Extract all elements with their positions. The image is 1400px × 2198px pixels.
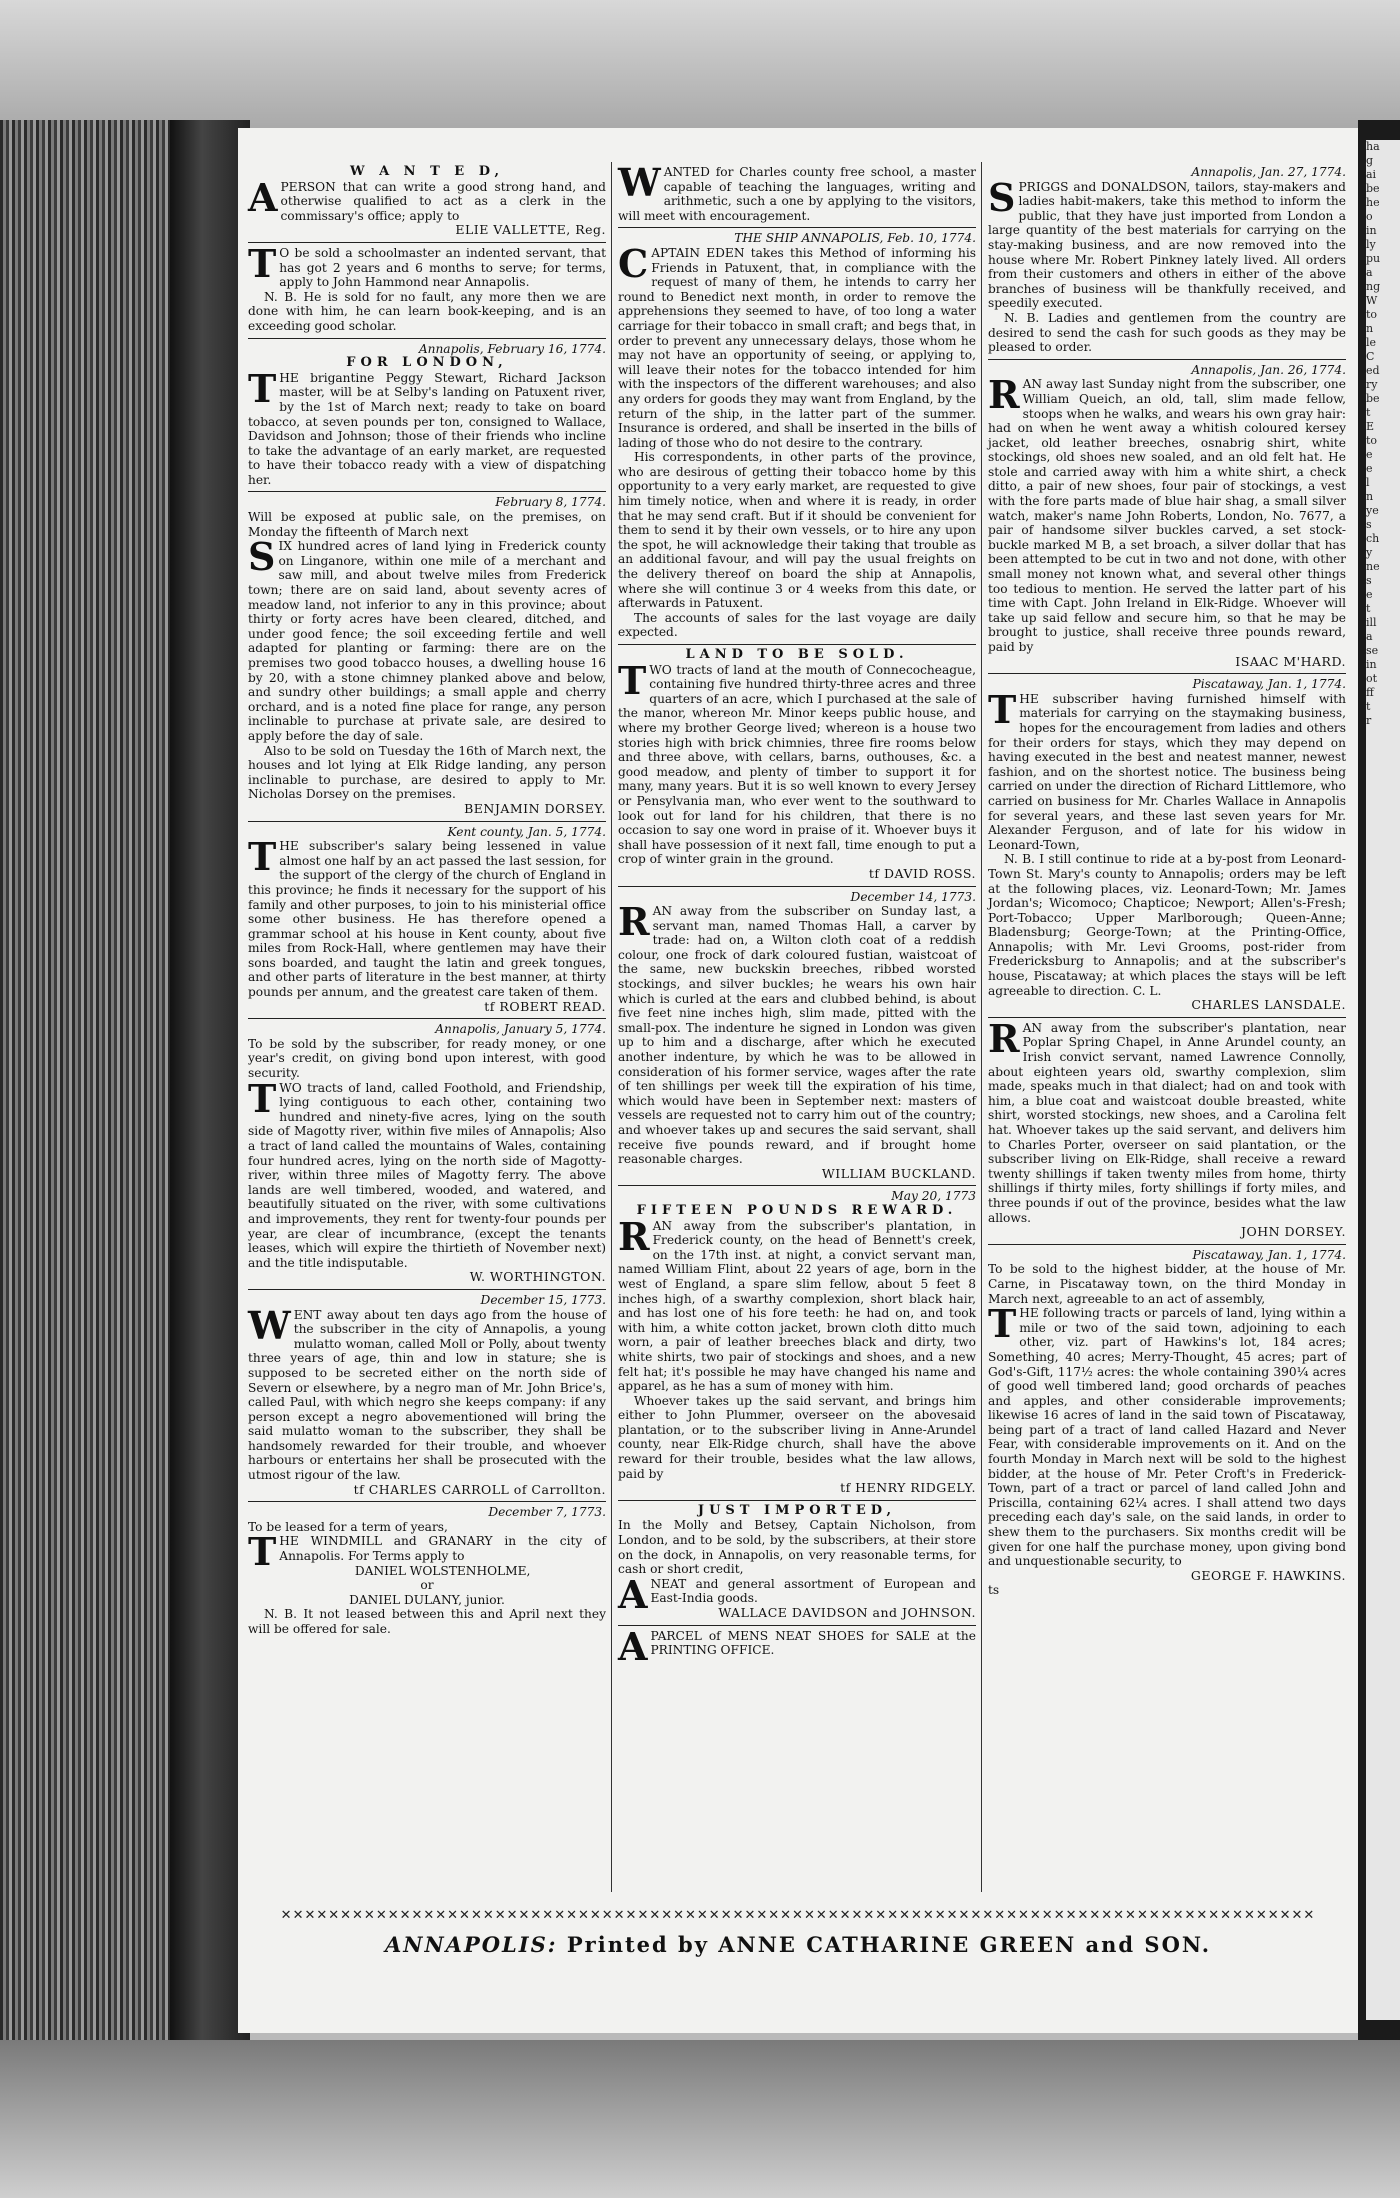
ad-body: TWO tracts of land, called Foothold, and Friendship, lying contiguous to each other, containing two hundred and ninety-five acres, lying on the south side of Magotty river, within five miles of Annapolis; Also a tract of land called the mountains of Wales, containing four hundred acres, lying on the north side of Magotty-river, within three miles of Magotty ferry. The above lands are well timbered, wooded, and watered, and beautifully situated on the river, with some cultivations and improvements, they rent for twenty-four pounds per year, are clear of incumbrance, (except the tenants leases, which will expire the thirtieth of November next) and the title indisputable. [248,1075,606,1270]
ad-dateline: THE SHIP ANNAPOLIS, Feb. 10, 1774. [734,231,976,246]
ad-tail: ts [988,1583,1000,1598]
ad-signature: WILLIAM BUCKLAND. [821,1165,976,1181]
ad-body: THE subscriber's salary being lessened in value almost one half by an act passed the last session, for the support of the clergy of the church of England in this province; he finds it necessary for the support of his family and other purposes, to join to his ministerial office some other business. He has therefore opened a grammar school at his house in Kent county, about five miles from Rock-Hall, where gentlemen may have their sons boarded, and taught the latin and greek tongues, and other parts of literature in the best manner, at thirty pounds per annum, and the greatest care taken of them. [248,834,606,1000]
ad-contact-name: DANIEL WOLSTENHOLME, [354,1563,531,1578]
fragment-line: to [1366,308,1378,321]
ad-signature: CHARLES LANSDALE. [1191,997,1346,1013]
fragment-line: to [1366,434,1378,447]
ad-body: SIX hundred acres of land lying in Frederick county on Linganore, within one mile of a merchant and saw mill, and about twelve miles from Frederick town; there are on said land, about seventy acres of meadow land, not inferior to any in this province; about thirty or forty acres have been cleared, ditched, and under good fence; the soil exceeding fertile and well adapted for planting or farming: there are on the premises two good tobacco houses, a dwelling house 16 by 20, with a stone chimney planked above and below, and sundry other buildings; a small apple and cherry orchard, and is a noted fine place for range, any person inclinable to purchase at private sale, are desired to apply before the day of sale. [248,534,606,743]
ad-signature: WALLACE DAVIDSON and JOHNSON. [718,1605,976,1620]
advertisement [618,228,976,645]
ad-signature: GEORGE F. HAWKINS. [1190,1567,1346,1583]
ad-signature: ELIE VALLETTE, Reg. [455,222,606,238]
ad-dateline: February 8, 1774. [495,495,606,510]
ad-body: RAN away from the subscriber on Sunday last, a servant man, named Thomas Hall, a carver by trade: had on, a Wilton cloth coat of a reddish colour, one frock of dark coloured fustian, waistcoat of the same, new buckskin breeches, ribbed worsted stockings, and silver buckles; he wears his own hair which is curled at the ears and clubbed behind, is about five feet nine inches high, slim made, pitted with the small-pox. The indenture he signed in London was given up to him and a discharge, after which he executed another indenture, by which he was to be allowed in consideration of his former service, wages after the rate of ten shillings per week till the expiration of his time, which would have been in September next: masters of vessels are requested not to carry him out of the country; and whoever takes up and secures the said servant, shall receive five pounds reward, and if brought home reasonable charges. [618,899,976,1167]
ad-signature: BENJAMIN DORSEY. [464,800,606,816]
fragment-line: se [1366,644,1379,657]
column-left [248,162,606,1641]
advertisement [988,162,1346,360]
ad-body: TWO tracts of land at the mouth of Connecocheague, containing five hundred thirty-three acres and three quarters of an acre, which I purchased at the sale of the manor, whereon Mr. Minor keeps public house, and where my brother George lived; whereon is a house two stories high with brick chimnies, three fire rooms below and three above, with cellars, barns, outhouses, &c. a good meadow, and plenty of timber to support it for many, many years. But it is so well known to every Jersey or Pensylvania man, who ever went to the southward to look out for land for his children, that there is no occasion to say one word in praise of it. Whoever buys it shall have possession of it next fall, time enough to put a crop of winter grain in the ground. [618,657,976,867]
ad-dateline: December 7, 1773. [488,1505,606,1520]
ad-contact-name: DANIEL DULANY, junior. [349,1592,505,1607]
ad-lead: To be sold by the subscriber, for ready money, or one year's credit, on giving bond upon interest, with good security. [248,1036,606,1081]
ad-heading: FOR LONDON, [346,355,508,371]
fragment-line: ne [1366,560,1380,573]
column-middle [618,160,976,1669]
ad-body-continued: His correspondents, in other parts of the province, who are desirous of getting their tobacco home by this opportunity to a very early market, are requested to give him timely notice, when and where it is ready, in order that he may send craft. But if it should be convenient for them to send it by their own vessels, or to hire any upon the spot, he will acknowledge their taking that trouble as an additional favour, and will pay the usual freights on the delivery thereof on board the ship at Annapolis, where she will continue 3 or 4 weeks from this date, or afterwards in Patuxent. [618,450,976,611]
fragment-line: pu [1366,252,1381,265]
advertisement [988,674,1346,1018]
fragment-line: ch [1366,532,1380,545]
fragment-line: t [1366,602,1371,615]
advertisement [618,1186,976,1500]
imprint-place: ANNAPOLIS: [384,1932,558,1957]
ad-signature: tf DAVID ROSS. [868,865,976,881]
fragment-line: ng [1366,280,1381,293]
ad-body: SPRIGGS and DONALDSON, tailors, stay-makers and ladies habit-makers, take this method to inform the public, that they have just imported from London a large quantity of the best materials for carrying on the stay-making business, and are now removed into the house where Mr. Robert Pinkney lately lived. All orders from their customers and others in either of the above branches of business will be thankfully received, and speedily executed. [988,174,1346,311]
advertisement [618,887,976,1187]
ad-dateline: Kent county, Jan. 5, 1774. [447,824,606,839]
ad-signature: tf ROBERT READ. [484,998,606,1014]
fragment-line: ff [1366,686,1374,699]
ad-body: TO be sold a schoolmaster an indented servant, that has got 2 years and 6 months to serve; for terms, apply to John Hammond near Annapolis. [248,240,606,290]
advertisement [618,162,976,228]
fragment-line: n [1366,322,1374,335]
imprint-printer: Printed by ANNE CATHARINE GREEN and SON. [566,1932,1212,1957]
column-rule [611,162,612,1892]
advertisement [248,240,606,339]
ad-lead: To be leased for a term of years, [248,1519,448,1534]
fragment-line: n [1366,490,1374,503]
ad-lead: Will be exposed at public sale, on the premises, on Monday the fifteenth of March next [248,510,606,539]
fragment-line: s [1366,518,1372,531]
fragment-line: in [1366,658,1377,671]
ad-dateline: December 14, 1773. [850,889,976,904]
ad-lead: To be sold to the highest bidder, at the house of Mr. Carne, in Piscataway town, on the third Monday in March next, agreeable to an act of assembly, [988,1262,1346,1306]
fragment-line: ed [1366,364,1380,377]
advertisement [248,1290,606,1502]
column-rule [981,162,982,1892]
advertisement [248,822,606,1020]
ad-lead: In the Molly and Betsey, Captain Nicholson, from London, and to be sold, by the subscribers, at their store on the dock, in Annapolis, on very reasonable terms, for cash or short credit, [618,1518,976,1577]
ad-signature: tf CHARLES CARROLL of Carrollton. [353,1481,606,1497]
ad-body: RAN away last Sunday night from the subscriber, one William Queich, an old, tall, slim made fellow, stoops when he walks, and wears his own gray hair: had on when he went away a whitish coloured kersey jacket, old leather breeches, osnabrig shirt, white stockings, old shoes new soaled, and an old felt hat. He stole and carried away with him a white shirt, a check ditto, a pair of new shoes, four pair of stockings, a vest with the fore parts made of blue hair shag, a small silver watch, maker's name John Roberts, London, No. 7677, a pair of handsome silver buckles carved, a set stock-buckle marked M B, a set broach, a silver dollar that has been attempted to be cut in two and not done, with other small money not known what, and several other things too tedious to mention. He served the latter part of his time with Capt. John Ireland in Elk-Ridge. Whoever will take up said fellow and secure him, so that he may be brought to justice, shall receive three pounds reward, paid by [988,372,1346,654]
fragment-line: ly [1366,238,1376,251]
ad-heading: LAND TO BE SOLD. [685,647,909,662]
ad-body-continued: Whoever takes up the said servant, and brings him either to John Plummer, overseer on the abovesaid plantation, or to the subscriber living in Anne-Arundel county, near Elk-Ridge church, shall have the above reward for their trouble, besides what the law allows, paid by [618,1393,976,1481]
ad-heading: JUST IMPORTED, [697,1502,897,1518]
advertisement [618,1623,976,1669]
ad-body-continued: N. B. He is sold for no fault, any more then we are done with him, he can learn book-keeping, and is an exceeding good scholar. [248,289,606,333]
ad-dateline: Piscataway, Jan. 1, 1774. [1192,1247,1346,1262]
adjacent-page-fragment [1366,140,1400,2020]
fragment-line: g [1366,154,1374,167]
ad-dateline: December 15, 1773. [480,1292,606,1307]
fragment-line: e [1366,448,1373,461]
ad-body: APERSON that can write a good strong hand, and otherwise qualified to act as a clerk in the commissary's office; apply to [248,174,606,223]
fragment-line: l [1366,476,1370,489]
ad-body: APARCEL of MENS NEAT SHOES for SALE at the PRINTING OFFICE. [618,1623,976,1669]
fragment-line: o [1366,210,1373,223]
fragment-line: C [1366,350,1375,363]
ad-dateline: Annapolis, Jan. 27, 1774. [1191,165,1346,179]
fragment-line: be [1366,392,1380,405]
fragment-line: le [1366,336,1377,349]
printer-imprint [258,1932,1338,1957]
ad-signature: JOHN DORSEY. [1240,1224,1346,1240]
ad-body-continued: N. B. I still continue to ride at a by-post from Leonard-Town St. Mary's county to Annapolis; orders may be left at the following places, viz. Leonard-Town; Mr. James Jordan's; Wicomoco; Chapticoe; Newport; Allen's-Fresh; Port-Tobacco; Upper Marlborough; Queen-Anne; Bladensburg; George-Town; at the Printing-Office, Annapolis; with Mr. Levi Grooms, post-rider from Fredericksburg to Annapolis; and at the subscriber's house, Piscataway; at which places the stays will be left agreeable to direction. C. L. [988,852,1346,998]
ad-dateline: May 20, 1773 [891,1189,976,1204]
fragment-line: t [1366,700,1371,713]
ad-dateline: Piscataway, Jan. 1, 1774. [1192,677,1346,692]
advertisement [988,360,1346,674]
column-right [988,162,1346,1602]
ad-heading: FIFTEEN POUNDS REWARD. [636,1202,958,1218]
ad-body: THE brigantine Peggy Stewart, Richard Jackson master, will be at Selby's landing on Patuxent river, by the 1st of March next; ready to take on board tobacco, at seven pounds per ton, consigned to Wallace, Davidson and Johnson; those of their friends who incline to take the advantage of an early market, are requested to have their tobacco ready with a view of dispatching her. [248,365,606,487]
fragment-line: ye [1366,504,1379,517]
ad-dateline: Annapolis, Jan. 26, 1774. [1191,362,1346,377]
fragment-line: y [1366,546,1373,559]
ad-body: WENT away about ten days ago from the house of the subscriber in the city of Annapolis, a young mulatto woman, called Moll or Polly, about twenty three years of age, thin and low in stature; she is supposed to be secreted either on the north side of Severn or elsewhere, by a negro man of Mr. John Brice's, called Paul, with which negro she keeps company: if any person except a negro abovementioned will bring the said mulatto woman to the subscriber, they shall be handsomely rewarded for their trouble, and whoever harbours or entertains her shall be prosecuted with the utmost rigour of the law. [248,1302,606,1483]
ad-body: ANEAT and general assortment of European and East-India goods. [618,1571,976,1617]
fragment-line: a [1366,266,1373,279]
advertisement [248,1502,606,1640]
fragment-line: be [1366,182,1380,195]
advertisement [248,339,606,493]
ad-dateline: Annapolis, January 5, 1774. [435,1022,606,1037]
ad-body-continued: The accounts of sales for the last voyage are daily expected. [618,610,976,640]
newspaper-page [238,128,1358,2033]
fragment-line: s [1366,574,1372,587]
advertisement [248,492,606,821]
fragment-line: a [1366,630,1373,643]
fragment-line: r [1366,714,1372,727]
advertisement [988,1245,1346,1602]
ad-signature: W. WORTHINGTON. [469,1269,606,1285]
ad-body-continued: N. B. Ladies and gentlemen from the country are desired to send the cash for such goods as they may be pleased to order. [988,310,1346,355]
fragment-line: ai [1366,168,1377,181]
fragment-line: E [1366,420,1375,433]
fragment-line: in [1366,224,1377,237]
fragment-line: W [1366,294,1378,307]
fragment-line: e [1366,588,1373,601]
ad-body: WANTED for Charles county free school, a master capable of teaching the languages, writing and arithmetic, such a one by applying to the visitors, will meet with encouragement. [618,160,976,223]
page-top-edge [0,0,1400,130]
ad-signature: ISAAC M'HARD. [1235,653,1346,669]
ad-body: RAN away from the subscriber's plantation, near Poplar Spring Chapel, in Anne Arundel county, an Irish convict servant, named Lawrence Connolly, about eighteen years old, swarthy complexion, slim made, speaks much in that dialect; had on and took with him, a blue coat and waistcoat double breasted, white shirt, worsted stockings, new shoes, and a Carolina felt hat. Whoever takes up the said servant, and delivers him to Charles Porter, overseer on said plantation, or the subscriber living on Elk-Ridge, shall receive a reward twenty shillings if taken twenty miles from home, thirty shillings if thirty miles, forty shillings if forty miles, and three pounds if out of the province, besides what the law allows. [988,1015,1346,1225]
advertisement [618,1501,976,1626]
fragment-line: t [1366,406,1371,419]
ad-body: CAPTAIN EDEN takes this Method of informing his Friends in Patuxent, that, in compliance with the request of many of them, he intends to carry her round to Benedict next month, in order to remove the apprehensions they seemed to have, of too long a water carriage for their tobacco in small craft; and begs that, in order to prevent any unnecessary delays, those whom he may not have an opportunity of seeing, or applying to, will leave their notes for the tobacco intended for him with the inspectors of the different warehouses; and also any orders for goods they may want from England, by the return of the ship, in the latter part of the summer. Insurance is ordered, and shall be inserted in the bills of lading of those who do not desire to the contrary. [618,240,976,450]
ad-body: RAN away from the subscriber's plantation, in Frederick county, on the head of Bennett's creek, on the 17th inst. at night, a convict servant man, named William Flint, about 22 years of age, born in the west of England, a spare slim fellow, about 5 feet 8 inches high, of a swarthy complexion, short black hair, and has lost one of his fore teeth: he had on, and took with him, a white cotton jacket, brown cloth ditto much worn, a pair of leather breeches black and dirty, two white shirts, two pair of stockings and shoes, and a new felt hat; it's possible he may have changed his name and apparel, as he has a sum of money with him. [618,1213,976,1394]
advertisement [248,162,606,243]
ornamental-border: ✕✕✕✕✕✕✕✕✕✕✕✕✕✕✕✕✕✕✕✕✕✕✕✕✕✕✕✕✕✕✕✕✕✕✕✕✕✕✕✕✕✕✕✕✕✕✕✕✕✕✕✕✕✕✕✕✕✕✕✕✕✕✕✕✕✕✕✕✕✕✕✕✕✕✕✕✕✕✕✕✕✕✕✕✕✕✕ [280,1908,1316,1923]
ad-heading: W A N T E D, [349,164,505,179]
fragment-line: ill [1366,616,1377,629]
fragment-line: ot [1366,672,1378,685]
ad-body-continued: N. B. It not leased between this and April next they will be offered for sale. [248,1607,606,1636]
ad-body: THE following tracts or parcels of land, lying within a mile or two of the said town, adjoining to each other, viz. part of Hawkins's lot, 184 acres; Something, 40 acres; Merry-Thought, 45 acres; part of God's-Gift, 117½ acres: the whole containing 390¼ acres of good well timbered land; good orchards of peaches and apples, and other considerable improvements; likewise 16 acres of land in the said town of Piscataway, being part of a tract of land called Hazard and Never Fear, with considerable improvements on it. And on the fourth Monday in March next will be sold to the highest bidder, at the house of Mr. Peter Croft's in Frederick-Town, part of a tract or parcel of land called John and Priscilla, containing 62¼ acres. I shall attend two days preceding each day's sale, on the said lands, in order to shew them to the purchasers. Six months credit will be given for one half the purchase money, upon giving bond and unquestionable security, to [988,1301,1346,1569]
ad-contact-name: or [420,1578,434,1593]
advertisement [988,1015,1346,1245]
advertisement [618,645,976,887]
ad-body-continued: Also to be sold on Tuesday the 16th of March next, the houses and lot lying at Elk Ridge landing, any person inclinable to purchase, are desired to apply to Mr. Nicholas Dorsey on the premises. [248,743,606,802]
fragment-line: e [1366,462,1373,475]
ad-signature: tf HENRY RIDGELY. [840,1480,976,1496]
fragment-line: he [1366,196,1380,209]
advertisement [248,1019,606,1290]
fragment-line: ha [1366,140,1380,153]
page-bottom-edge [0,2040,1400,2198]
ad-dateline: Annapolis, February 16, 1774. [418,341,606,356]
ad-body: THE subscriber having furnished himself with materials for carrying on the staymaking business, hopes for the encouragement from ladies and others for their orders for stays, which they may depend on having executed in the best and neatest manner, newest fashion, and on the shortest notice. The business being carried on under the direction of Richard Littlemore, who carried on business for Mr. Charles Wallace in Annapolis for several years, and these last seven years for Mr. Alexander Ferguson, and of late for his widow in Leonard-Town, [988,686,1346,852]
fragment-line: ry [1366,378,1378,391]
ad-body: THE WINDMILL and GRANARY in the city of Annapolis. For Terms apply to [248,1529,606,1575]
